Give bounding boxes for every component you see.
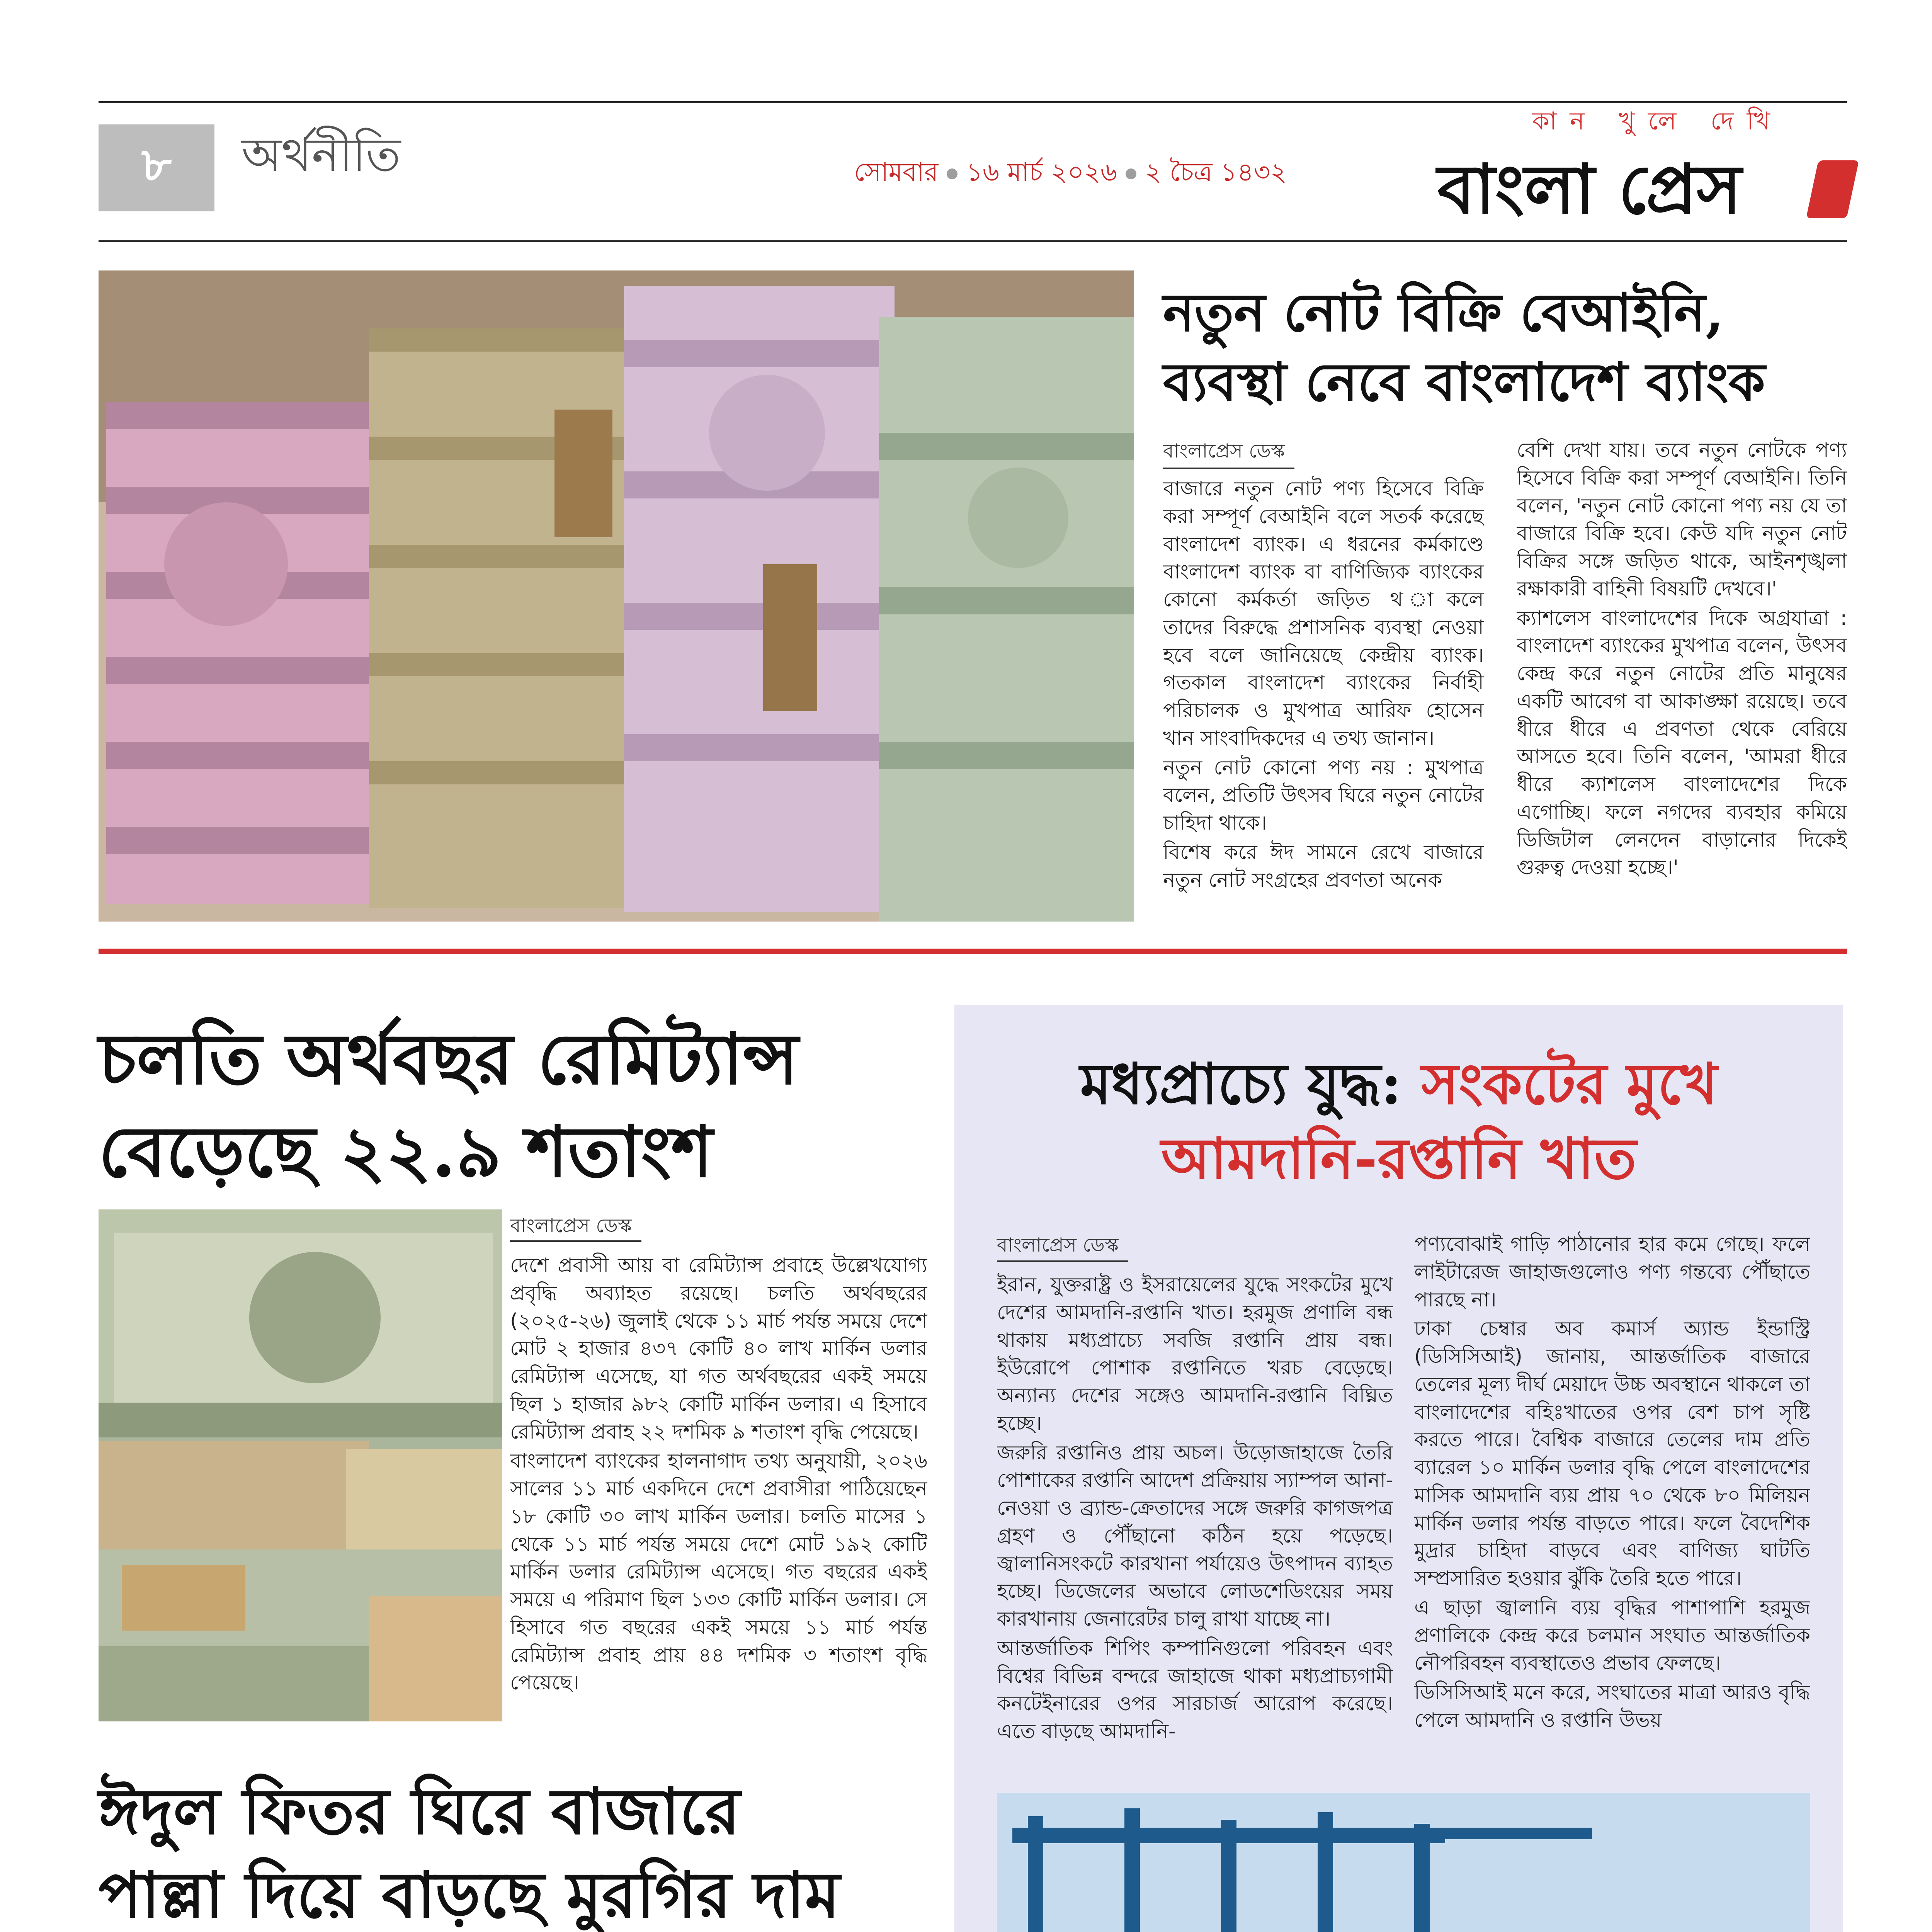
dot-separator-icon bbox=[1126, 168, 1136, 179]
story1-paragraph: নতুন নোট কোনো পণ্য নয় : মুখপাত্র বলেন, প্রতিটি উৎসব ঘিরে নতুন নোটের চাহিদা থাকে। bbox=[1163, 756, 1484, 835]
story4-paragraph: ঢাকা চেম্বার অব কমার্স অ্যান্ড ইন্ডাস্ট্রি (ডিসিসিআই) জানায়, আন্তর্জাতিক বাজারে তেলের মূল্য দীর্ঘ মেয়াদে উচ্চ অবস্থানে থাকলে তা বাংলাদেশের বহিঃখাতের ওপর বেশ চাপ সৃষ্টি করতে পারে। বৈশ্বিক বাজারে তেলের দাম প্রতি ব্যারেল ১০ মার্কিন ডলার বৃদ্ধি পেলে বাংলাদেশের মাসিক আমদানি ব্যয় প্রায় ৭০ থেকে ৮০ মিলিয়ন মার্কিন ডলার পর্যন্ত বাড়তে পারে। ফলে বৈদেশিক মুদ্রার চাহিদা বাড়বে এবং বাণিজ্য ঘাটতি সম্প্রসারিত হওয়ার ঝুঁকি তৈরি হতে পারে। bbox=[1414, 1317, 1810, 1590]
story4-paragraph: এ ছাড়া জ্বালানি ব্যয় বৃদ্ধির পাশাপাশি হরমুজ প্রণালিকে কেন্দ্র করে চলমান সংঘাত আন্তর্জাতিক নৌপরিবহন ব্যবস্থাতেও প্রভাব ফেলছে। bbox=[1414, 1596, 1810, 1675]
dollar-notes-photo bbox=[99, 1209, 502, 1721]
story2-body bbox=[510, 1252, 927, 1766]
date-bangla: ২ চৈত্র ১৪৩২ bbox=[1145, 157, 1287, 187]
story1-paragraph: বেশি দেখা যায়। তবে নতুন নোটকে পণ্য হিসেবে বিক্রি করা সম্পূর্ণ বেআইনি। তিনি বলেন, 'নতুন নোট কোনো পণ্য নয় যে তা বাজারে বিক্রি হবে। কেউ যদি নতুন নোট বিক্রির সঙ্গে জড়িত থাকে, আইনশৃঙ্খলা রক্ষাকারী বাহিনী বিষয়টি দেখবে।' bbox=[1517, 439, 1847, 600]
story4-column-1 bbox=[997, 1271, 1393, 1770]
story2-byline-rule bbox=[510, 1240, 641, 1242]
dateline bbox=[854, 153, 1287, 195]
banknotes-photo bbox=[99, 270, 1134, 922]
container-port-illustration bbox=[997, 1793, 1810, 1932]
story3-headline bbox=[99, 1770, 929, 1932]
story1-headline bbox=[1163, 278, 1847, 417]
story2-headline-line1: চলতি অর্থবছর রেমিট্যান্স bbox=[99, 1017, 799, 1100]
story4-paragraph: জরুরি রপ্তানিও প্রায় অচল। উড়োজাহাজে তৈরি পোশাকের রপ্তানি আদেশ প্রক্রিয়ায় স্যাম্পল আনা-নেওয়া ও ব্র্যান্ড-ক্রেতাদের সঙ্গে জরুরি কাগজপত্র গ্রহণ ও পৌঁছানো কঠিন হয়ে পড়েছে। জ্বালানিসংকটে কারখানা পর্যায়েও উৎপাদন ব্যাহত হচ্ছে। ডিজেলের অভাবে লোডশেডিংয়ের সময় কারখানায় জেনারেটর চালু রাখা যাচ্ছে না। bbox=[997, 1441, 1393, 1631]
story3-headline-line1: ঈদুল ফিতর ঘিরে বাজারে bbox=[99, 1774, 740, 1849]
story4-headline-red-1: সংকটের মুখে bbox=[1421, 1051, 1718, 1117]
story2-paragraph: বাংলাদেশ ব্যাংকের হালনাগাদ তথ্য অনুযায়ী, ২০২৬ সালের ১১ মার্চ একদিনে দেশে প্রবাসীরা পাঠিয়েছেন ১৮ কোটি ৩০ লাখ মার্কিন ডলার। চলতি মাসের ১ থেকে ১১ মার্চ পর্যন্ত সময়ে দেশে মোট ১৯২ কোটি মার্কিন ডলার রেমিট্যান্স এসেছে। গত বছরের একই সময়ে এ পরিমাণ ছিল ১৩৩ কোটি মার্কিন ডলার। সে হিসাবে গত বছরের একই সময়ে ১১ মার্চ পর্যন্ত রেমিট্যান্স প্রবাহ প্রায় ৪৪ দশমিক ৩ শতাংশ বৃদ্ধি পেয়েছে। bbox=[510, 1449, 927, 1695]
story4-headline bbox=[954, 1047, 1843, 1196]
story1-paragraph: ক্যাশলেস বাংলাদেশের দিকে অগ্রযাত্রা : বাংলাদেশ ব্যাংকের মুখপাত্র বলেন, উৎসব কেন্দ্র করে নতুন নোটের প্রতি মানুষের একটি আবেগ বা আকাঙ্ক্ষা রয়েছে। তবে ধীরে ধীরে এ প্রবণতা থেকে বেরিয়ে আসতে হবে। তিনি বলেন, 'আমরা ধীরে ধীরে ক্যাশলেস বাংলাদেশের দিকে এগোচ্ছি। ফলে নগদের ব্যবহার কমিয়ে ডিজিটাল লেনদেন বাড়ানোর দিকেই গুরুত্ব দেওয়া হচ্ছে।' bbox=[1517, 606, 1847, 879]
story4-column-2 bbox=[1414, 1231, 1810, 1770]
story1-column-1 bbox=[1163, 475, 1484, 927]
story2-byline: বাংলাপ্রেস ডেস্ক bbox=[510, 1214, 632, 1237]
newspaper-logo: বাংলা প্রেস bbox=[1437, 150, 1742, 229]
story1-column-2 bbox=[1517, 437, 1847, 927]
story4-byline: বাংলাপ্রেস ডেস্ক bbox=[997, 1234, 1119, 1256]
story4-paragraph: পণ্যবোঝাই গাড়ি পাঠানোর হার কমে গেছে। ফলে লাইটারেজ জাহাজগুলোও পণ্য গন্তব্যে পৌঁছাতে পারছে না। bbox=[1414, 1233, 1810, 1311]
banknotes-illustration bbox=[99, 270, 1134, 922]
section-divider-red bbox=[99, 949, 1847, 954]
container-port-photo bbox=[997, 1793, 1810, 1932]
story2-paragraph: দেশে প্রবাসী আয় বা রেমিট্যান্স প্রবাহে উল্লেখযোগ্য প্রবৃদ্ধি অব্যাহত রয়েছে। চলতি অর্থবছরের (২০২৫-২৬) জুলাই থেকে ১১ মার্চ পর্যন্ত সময়ে দেশে মোট ২ হাজার ৪৩৭ কোটি ৪০ লাখ মার্কিন ডলার রেমিট্যান্স এসেছে, যা গত অর্থবছরের একই সময়ে ছিল ১ হাজার ৯৮২ কোটি মার্কিন ডলার। এ হিসাবে রেমিট্যান্স প্রবাহ ২২ দশমিক ৯ শতাংশ বৃদ্ধি পেয়েছে। bbox=[510, 1254, 927, 1444]
story4-headline-black: মধ্যপ্রাচ্যে যুদ্ধ: bbox=[1080, 1051, 1402, 1117]
story1-byline: বাংলাপ্রেস ডেস্ক bbox=[1163, 440, 1285, 462]
story2-headline-line2: বেড়েছে ২২.৯ শতাংশ bbox=[99, 1110, 713, 1193]
masthead-bottom-rule bbox=[99, 240, 1847, 242]
story4-paragraph: ইরান, যুক্তরাষ্ট্র ও ইসরায়েলের যুদ্ধে সংকটের মুখে দেশের আমদানি-রপ্তানি খাত। হরমুজ প্রণালি বন্ধ থাকায় মধ্যপ্রাচ্যে সবজি রপ্তানি প্রায় বন্ধ। ইউরোপে পোশাক রপ্তানিতে খরচ বেড়েছে। অন্যান্য দেশের সঙ্গেও আমদানি-রপ্তানি বিঘ্নিত হচ্ছে। bbox=[997, 1273, 1393, 1435]
page-number-box bbox=[99, 124, 214, 211]
story2-headline bbox=[99, 1012, 929, 1198]
story4-headline-line2: আমদানি-রপ্তানি খাত bbox=[1161, 1125, 1637, 1192]
dot-separator-icon bbox=[947, 168, 957, 179]
story1-paragraph: বাজারে নতুন নোট পণ্য হিসেবে বিক্রি করা সম্পূর্ণ বেআইনি বলে সতর্ক করেছে বাংলাদেশ ব্যাংক। এ ধরনের কর্মকাণ্ডে বাংলাদেশ ব্যাংক বা বাণিজ্যিক ব্যাংকের কোনো কর্মকর্তা জড়িত থ াকলে তাদের বিরুদ্ধে প্রশাসনিক ব্যবস্থা নেওয়া হবে বলে জানিয়েছে কেন্দ্রীয় ব্যাংক। গতকাল বাংলাদেশ ব্যাংকের নির্বাহী পরিচালক ও মুখপাত্র আরিফ হোসেন খান সাংবাদিকদের এ তথ্য জানান। bbox=[1163, 477, 1484, 750]
story4-paragraph: আন্তর্জাতিক শিপিং কম্পানিগুলো পরিবহন এবং বিশ্বের বিভিন্ন বন্দরে জাহাজে থাকা মধ্যপ্রাচ্যগামী কনটেইনারের ওপর সারচার্জ আরোপ করেছে। এতে বাড়ছে আমদানি- bbox=[997, 1636, 1393, 1743]
story4-headline-line1 bbox=[954, 1047, 1843, 1122]
story1-paragraph: বিশেষ করে ঈদ সামনে রেখে বাজারে নতুন নোট সংগ্রহের প্রবণতা অনেক bbox=[1163, 840, 1484, 892]
masthead-tagline: কান খুলে দেখি bbox=[1532, 107, 1783, 136]
story1-headline-line2: ব্যবস্থা নেবে বাংলাদেশ ব্যাংক bbox=[1163, 351, 1765, 413]
megaphone-icon bbox=[1806, 160, 1859, 218]
story4-byline-rule bbox=[997, 1260, 1128, 1262]
dollar-notes-illustration bbox=[99, 1209, 502, 1721]
story3-headline-line2: পাল্লা দিয়ে বাড়ছে মুরগির দাম bbox=[99, 1857, 840, 1932]
section-title: অর্থনীতি bbox=[242, 128, 401, 182]
story1-headline-line1: নতুন নোট বিক্রি বেআইনি, bbox=[1163, 282, 1724, 344]
date-day: সোমবার bbox=[854, 157, 939, 187]
date-gregorian: ১৬ মার্চ ২০২৬ bbox=[966, 157, 1117, 187]
story4-paragraph: ডিসিসিআই মনে করে, সংঘাতের মাত্রা আরও বৃদ্ধি পেলে আমদানি ও রপ্তানি উভয় bbox=[1414, 1681, 1810, 1732]
page-number: ৮ bbox=[141, 138, 172, 192]
story1-byline-rule bbox=[1163, 468, 1294, 469]
